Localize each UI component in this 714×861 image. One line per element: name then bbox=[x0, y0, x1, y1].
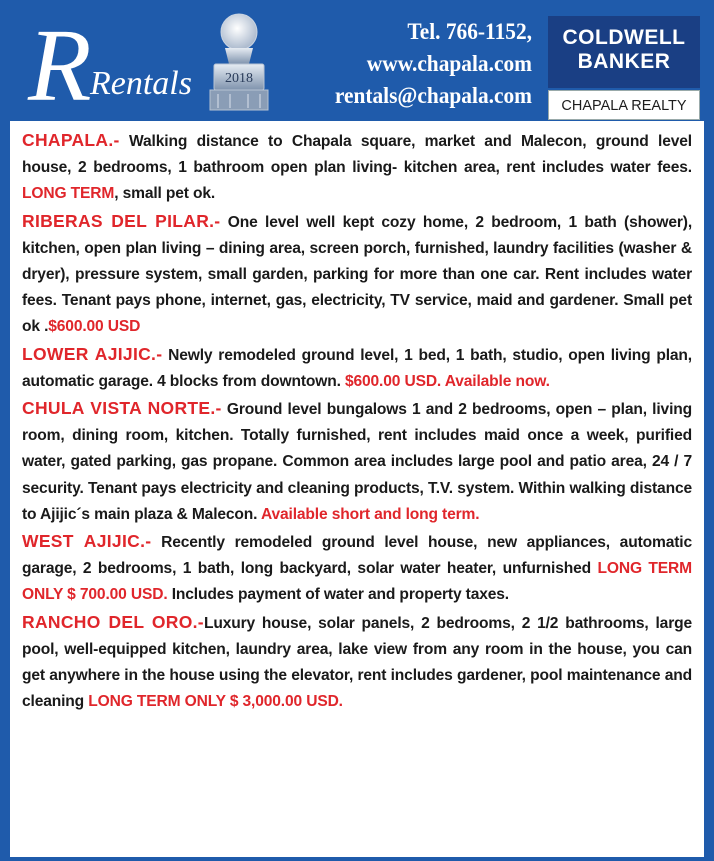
listing-highlight: Available short and long term. bbox=[260, 505, 480, 523]
listing-tail: , small pet ok. bbox=[114, 185, 216, 203]
coldwell-banker-logo bbox=[548, 16, 700, 120]
website-link[interactable]: www.chapala.com bbox=[366, 51, 532, 76]
listing-body: Walking distance to Chapala square, market and Malecon, ground level house, 2 bedrooms, 1 bathroom open plan living- kitchen area, rent includes water fees. bbox=[22, 133, 692, 177]
listing-body: Ground level bungalows 1 and 2 bedrooms, open – plan, living room, dining room, kitchen. Totally furnished, rent includes maid once a week, purified water, gated parking, gas propane. Common area includes large pool and patio area, 24 / 7 security. Tenant pays electricity and cleaning products, T.V. system. Within walking distance to Ajijic´s main plaza & Malecon. bbox=[22, 401, 692, 523]
listing-riberas-del-pilar bbox=[22, 208, 692, 341]
brand-badge bbox=[548, 16, 700, 88]
listing-title: CHAPALA.- bbox=[22, 130, 120, 150]
contact-info bbox=[316, 16, 532, 112]
listing-body: One level well kept cozy home, 2 bedroom, 1 bath (shower), kitchen, open plan living – dining area, screen porch, furnished, laundry facilities (washer & dryer), pressure system, small garden, parking for more than one car. Rent includes water fees. Tenant pays phone, internet, gas, electricity, TV service, maid and gardener. Small pet ok . bbox=[22, 213, 693, 336]
listing-highlight: LONG TERM ONLY $ 700.00 USD. bbox=[22, 560, 692, 604]
listing-highlight: $600.00 USD. Available now. bbox=[344, 372, 550, 390]
rentals-logo-text: Rentals bbox=[90, 65, 192, 102]
listing-body: Newly remodeled ground level, 1 bed, 1 bath, studio, open living plan, automatic garage. 4 blocks from downtown. bbox=[22, 346, 692, 390]
email-link[interactable]: rentals@chapala.com bbox=[334, 83, 532, 108]
listing-body: Luxury house, solar panels, 2 bedrooms, 2 1/2 bathrooms, large pool, well-equipped kitchen, laundry area, lake view from any room in the house, you can get anywhere in the house using the elevator, rent includes gardener, pool maintenance and cleaning bbox=[22, 614, 693, 711]
header bbox=[0, 0, 714, 120]
listing-title: LOWER AJIJIC.- bbox=[22, 343, 163, 364]
listing-tail: Includes payment of water and property taxes. bbox=[167, 586, 509, 604]
listing-title: RIBERAS DEL PILAR.- bbox=[22, 210, 221, 231]
listing-chapala bbox=[22, 127, 692, 208]
brand-line-1: COLDWELL bbox=[562, 26, 686, 49]
rentals-logo bbox=[26, 8, 206, 118]
listing-title: WEST AJIJIC.- bbox=[22, 531, 152, 552]
listing-title: RANCHO DEL ORO.- bbox=[22, 611, 204, 632]
listing-highlight: LONG TERM ONLY $ 3,000.00 USD. bbox=[88, 693, 343, 711]
brand-line-2: BANKER bbox=[577, 50, 671, 73]
listing-lower-ajijic bbox=[22, 341, 692, 395]
listing-highlight: LONG TERM bbox=[22, 185, 115, 203]
brand-subtitle: CHAPALA REALTY bbox=[548, 90, 700, 120]
phone-number: Tel. 766-1152, bbox=[407, 19, 532, 44]
listing-highlight: $600.00 USD bbox=[48, 318, 141, 336]
listings-panel bbox=[10, 121, 704, 857]
listing-title: CHULA VISTA NORTE.- bbox=[22, 398, 222, 419]
award-trophy-icon bbox=[206, 6, 272, 116]
award-year: 2018 bbox=[225, 71, 253, 86]
listing-body: Recently remodeled ground level house, new appliances, automatic garage, 2 bedrooms, 1 bath, long backyard, solar water heater, unfurnished bbox=[22, 534, 692, 578]
listing-rancho-del-oro bbox=[22, 609, 692, 716]
rentals-logo-initial: R bbox=[28, 8, 92, 118]
listing-chula-vista-norte bbox=[22, 395, 692, 528]
listing-west-ajijic bbox=[22, 528, 692, 609]
